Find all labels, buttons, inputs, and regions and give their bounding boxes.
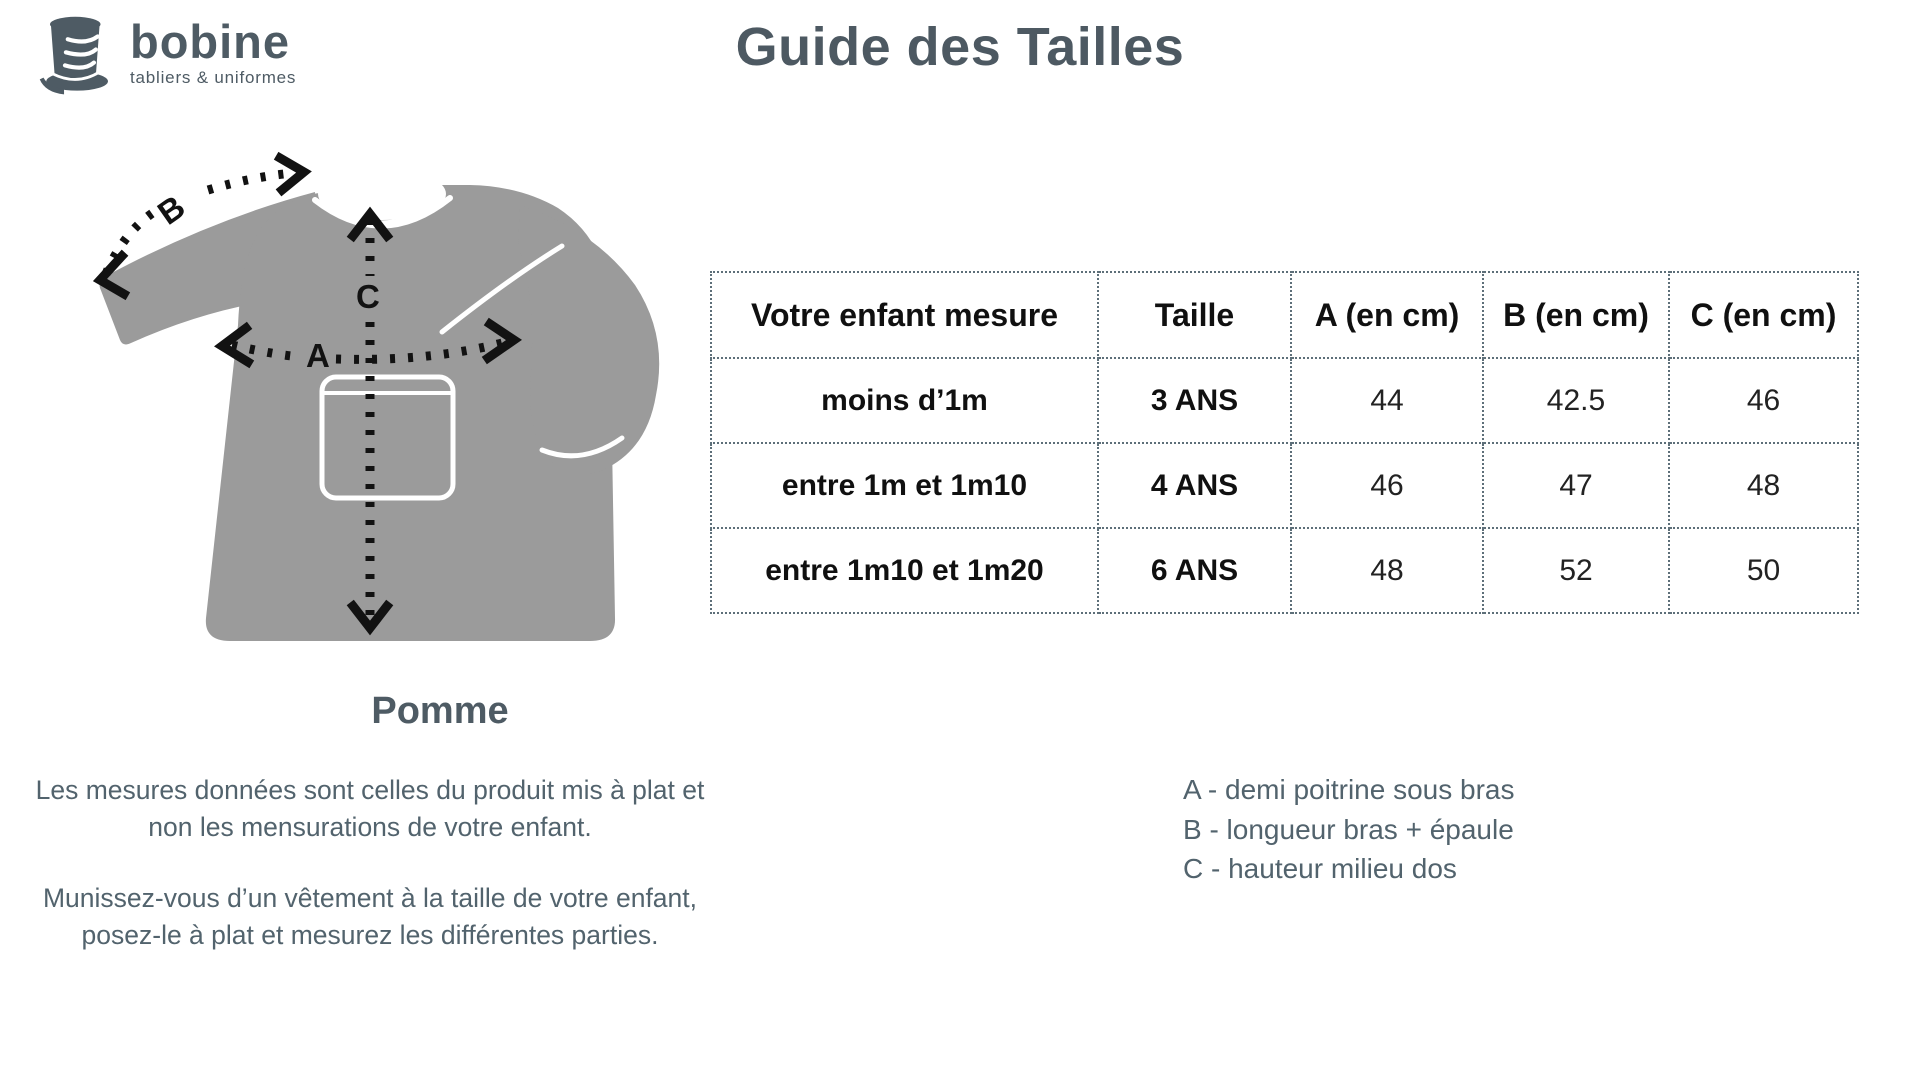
cell-c: 48: [1669, 443, 1858, 528]
size-table: [710, 271, 1859, 614]
cell-mesure: entre 1m10 et 1m20: [711, 528, 1098, 613]
column-header-mesure: Votre enfant mesure: [711, 272, 1098, 358]
measure-legend: [1183, 770, 1515, 889]
size-table-header-row: [711, 272, 1858, 358]
column-header-taille: Taille: [1098, 272, 1291, 358]
legend-item-c: C - hauteur milieu dos: [1183, 853, 1457, 884]
measure-label-b: B: [150, 187, 192, 232]
note-paragraph: Munissez-vous d’un vêtement à la taille de votre enfant, posez-le à plat et mesurez les différentes parties.: [42, 883, 698, 950]
product-name: Pomme: [371, 690, 509, 732]
cell-b: 47: [1483, 443, 1669, 528]
cell-taille: 6 ANS: [1098, 528, 1291, 613]
table-row: [711, 358, 1858, 443]
brand-tagline: tabliers & uniformes: [130, 68, 297, 87]
cell-c: 46: [1669, 358, 1858, 443]
legend-item-b: B - longueur bras + épaule: [1183, 813, 1514, 845]
column-header-c: C (en cm): [1669, 272, 1858, 358]
cell-a: 46: [1291, 443, 1483, 528]
cell-mesure: entre 1m et 1m10: [711, 443, 1098, 528]
page-title: Guide des Tailles: [735, 17, 1185, 77]
cell-a: 48: [1291, 528, 1483, 613]
measure-label-c: C: [356, 278, 380, 315]
measure-label-a: A: [306, 337, 330, 374]
arrowhead: [280, 158, 304, 190]
cell-a: 44: [1291, 358, 1483, 443]
column-header-a: A (en cm): [1291, 272, 1483, 358]
cell-b: 42.5: [1483, 358, 1669, 443]
table-row: [711, 528, 1858, 613]
legend-item-a: A - demi poitrine sous bras: [1183, 774, 1515, 805]
smock-right-sleeve: [518, 205, 659, 474]
cell-b: 52: [1483, 528, 1669, 613]
table-row: [711, 443, 1858, 528]
cell-taille: 4 ANS: [1098, 443, 1291, 528]
cell-c: 50: [1669, 528, 1858, 613]
measurement-notes: [20, 772, 720, 988]
brand-name: bobine: [130, 15, 291, 68]
cell-mesure: moins d’1m: [711, 358, 1098, 443]
cell-taille: 3 ANS: [1098, 358, 1291, 443]
column-header-b: B (en cm): [1483, 272, 1669, 358]
garment-measurement-diagram: [90, 150, 670, 650]
note-paragraph: Les mesures données sont celles du produit mis à plat et non les mensurations de votre enfant.: [35, 775, 705, 842]
